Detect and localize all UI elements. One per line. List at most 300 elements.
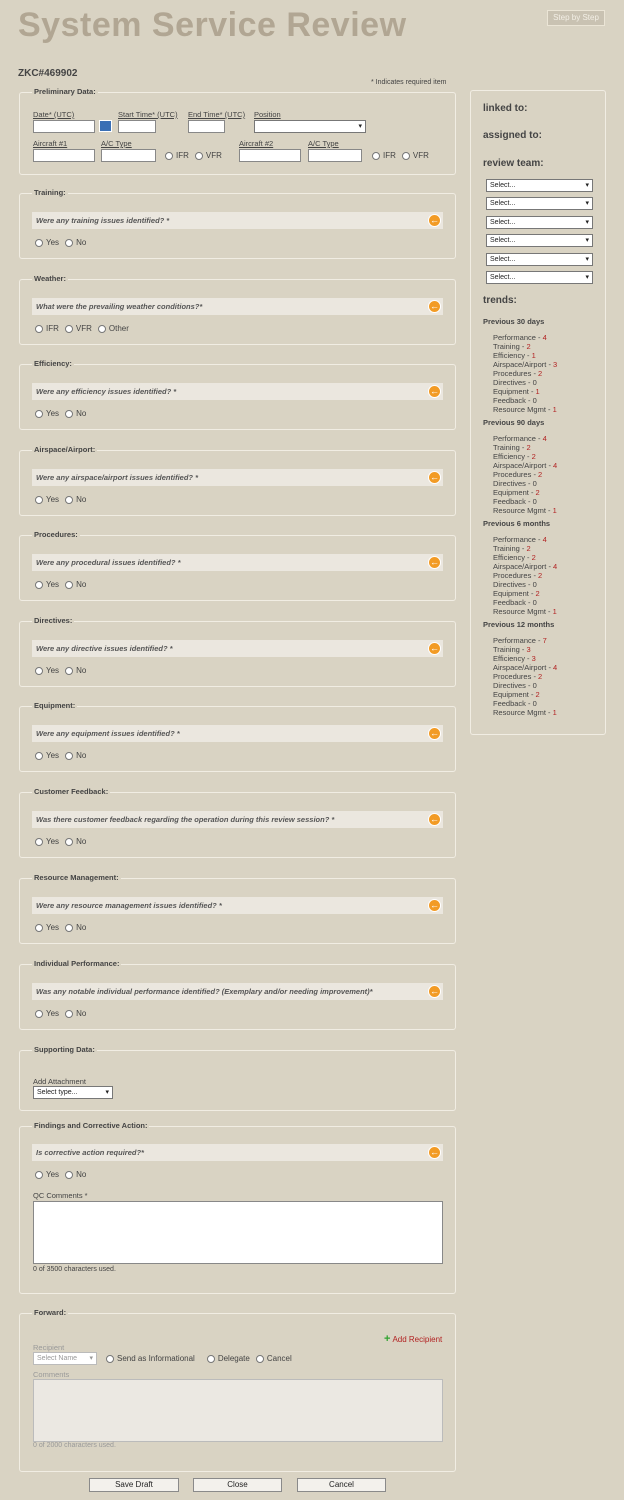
select-value: Select type... <box>37 1089 78 1096</box>
trend-item: Airspace/Airport - 4 <box>493 562 558 571</box>
radio-circle[interactable] <box>35 667 43 675</box>
trend-name: Directives <box>493 378 526 387</box>
trend-item: Efficiency - 3 <box>493 654 536 663</box>
section-legend: Procedures: <box>34 530 78 539</box>
radio-label: No <box>76 495 87 504</box>
radio-ifr-1[interactable] <box>165 151 189 160</box>
radio-informational[interactable] <box>106 1354 195 1363</box>
radio-label: Other <box>108 324 129 333</box>
trend-item: Equipment - 1 <box>493 387 540 396</box>
chevron-down-icon: ▾ <box>89 1355 93 1362</box>
trend-list <box>493 535 557 616</box>
radio-cancel[interactable] <box>256 1354 292 1363</box>
question-bar <box>32 983 443 1000</box>
trend-name: Equipment <box>493 589 529 598</box>
radio-option[interactable] <box>35 751 59 760</box>
select-value: Select... <box>490 274 516 281</box>
radio-circle[interactable] <box>256 1355 264 1363</box>
findings-section <box>19 1121 456 1294</box>
forward-comments-textarea[interactable] <box>33 1379 443 1442</box>
close-button[interactable]: Close <box>193 1478 282 1492</box>
add-recipient-label: Add Recipient <box>392 1334 443 1344</box>
trend-count: 2 <box>535 589 540 598</box>
radio-circle[interactable] <box>35 1171 43 1179</box>
attachment-type-select[interactable] <box>33 1086 113 1099</box>
radio-circle[interactable] <box>65 496 73 504</box>
question-text: Was there customer feedback regarding the operation during this review session? * <box>36 815 335 824</box>
radio-label: No <box>76 751 87 760</box>
trend-item: Airspace/Airport - 4 <box>493 461 558 470</box>
select-value: Select... <box>490 200 516 208</box>
trend-item: Resource Mgmt - 1 <box>493 506 557 515</box>
radio-option[interactable] <box>65 1009 86 1018</box>
question-bar <box>32 212 443 229</box>
question-text: Were any directive issues identified? * <box>36 644 173 653</box>
trend-count: 2 <box>538 672 543 681</box>
supporting-data-section <box>19 1045 456 1111</box>
radio-option[interactable] <box>35 238 59 247</box>
trend-name: Resource Mgmt <box>493 506 546 515</box>
trend-count: 4 <box>553 461 558 470</box>
radio-label: Yes <box>46 409 60 418</box>
arrow-left-icon[interactable]: ← <box>430 814 439 824</box>
section-legend: Findings and Corrective Action: <box>34 1121 148 1130</box>
question-section <box>19 616 456 687</box>
ticket-id: ZKC#469902 <box>18 68 78 79</box>
radio-circle[interactable] <box>35 410 43 418</box>
forward-options <box>106 1354 292 1363</box>
trend-count: 1 <box>552 607 557 616</box>
trend-count: 1 <box>552 708 557 717</box>
radio-option[interactable] <box>35 837 59 846</box>
trend-item: Efficiency - 2 <box>493 553 536 562</box>
trend-list <box>493 636 557 717</box>
question-bar <box>32 469 443 486</box>
review-team-select[interactable] <box>486 197 593 210</box>
trend-item: Resource Mgmt - 1 <box>493 405 557 414</box>
actype1-input[interactable] <box>101 149 156 162</box>
radio-option[interactable] <box>35 409 59 418</box>
review-team-select[interactable] <box>486 179 593 192</box>
radio-circle[interactable] <box>195 152 203 160</box>
radio-option[interactable] <box>65 324 92 333</box>
answer-radios <box>35 580 86 589</box>
page-title: System Service Review <box>18 6 407 44</box>
trend-name: Training <box>493 342 520 351</box>
question-section <box>19 530 456 601</box>
trend-item: Equipment - 2 <box>493 488 540 497</box>
actype2-label: A/C Type <box>308 139 339 148</box>
radio-circle[interactable] <box>372 152 380 160</box>
trend-count: 4 <box>542 535 547 544</box>
radio-option[interactable] <box>98 324 129 333</box>
sidebar <box>470 90 606 735</box>
radio-option[interactable] <box>35 580 59 589</box>
question-text: Were any procedural issues identified? * <box>36 558 181 567</box>
aircraft2-label: Aircraft #2 <box>239 139 274 148</box>
date-input[interactable] <box>33 120 95 133</box>
radio-circle[interactable] <box>65 838 73 846</box>
question-text: Were any airspace/airport issues identified? * <box>36 473 199 482</box>
question-text: Were any training issues identified? * <box>36 216 170 225</box>
trend-name: Equipment <box>493 690 529 699</box>
select-value: Select... <box>490 255 516 263</box>
trend-item: Equipment - 2 <box>493 589 540 598</box>
question-section <box>19 359 456 430</box>
radio-circle[interactable] <box>35 752 43 760</box>
trend-name: Feedback <box>493 598 526 607</box>
date-label: Date* (UTC) <box>33 110 75 119</box>
trend-item: Directives - 0 <box>493 580 537 589</box>
radio-circle[interactable] <box>35 838 43 846</box>
question-text: Was any notable individual performance identified? (Exemplary and/or needing improvement)* <box>36 987 373 996</box>
trend-item: Efficiency - 1 <box>493 351 536 360</box>
trends-heading: trends: <box>483 295 517 306</box>
trend-name: Training <box>493 645 520 654</box>
recipient-select[interactable] <box>33 1352 97 1365</box>
radio-yes[interactable] <box>35 1170 59 1179</box>
trend-name: Airspace/Airport <box>493 360 547 369</box>
answer-radios <box>35 751 86 760</box>
radio-label: Yes <box>46 666 60 675</box>
radio-option[interactable] <box>35 495 59 504</box>
aircraft1-label: Aircraft #1 <box>33 139 68 148</box>
trend-item: Performance - 7 <box>493 636 547 645</box>
trend-name: Procedures <box>493 672 532 681</box>
question-bar <box>32 811 443 828</box>
radio-no[interactable] <box>65 1170 86 1179</box>
section-legend: Individual Performance: <box>34 959 120 968</box>
trend-name: Procedures <box>493 571 532 580</box>
trend-name: Efficiency <box>493 452 525 461</box>
question-section <box>19 701 456 772</box>
position-select[interactable] <box>254 120 366 133</box>
trend-name: Performance <box>493 636 536 645</box>
review-team-select[interactable] <box>486 216 593 229</box>
trend-period-label: Previous 90 days <box>483 418 545 427</box>
arrow-left-icon[interactable]: ← <box>430 386 439 396</box>
add-icon: + <box>384 1333 391 1345</box>
end-time-input[interactable] <box>188 120 225 133</box>
arrow-left-icon[interactable]: ← <box>430 643 439 653</box>
chevron-down-icon: ▾ <box>585 237 589 245</box>
select-value: Select... <box>490 237 516 245</box>
radio-vfr-2[interactable] <box>402 151 429 160</box>
radio-option[interactable] <box>65 837 86 846</box>
review-team-select[interactable] <box>486 234 593 247</box>
question-bar <box>32 1144 443 1161</box>
answer-radios <box>35 666 86 675</box>
radio-option[interactable] <box>65 751 86 760</box>
trend-count: 2 <box>538 571 543 580</box>
radio-label: No <box>76 666 87 675</box>
radio-circle[interactable] <box>35 496 43 504</box>
step-by-step-button[interactable]: Step by Step <box>547 10 605 26</box>
question-section <box>19 959 456 1030</box>
arrow-left-icon[interactable]: ← <box>430 557 439 567</box>
trend-name: Performance <box>493 535 536 544</box>
radio-circle[interactable] <box>65 924 73 932</box>
arrow-left-icon[interactable]: ← <box>430 900 439 910</box>
radio-circle[interactable] <box>35 581 43 589</box>
radio-label: No <box>76 238 87 247</box>
forward-comments-counter: 0 of 2000 characters used. <box>33 1442 116 1449</box>
chevron-down-icon: ▾ <box>585 274 589 281</box>
flight-rules-1 <box>165 151 222 160</box>
trend-count: 2 <box>526 544 531 553</box>
trend-count: 7 <box>542 636 547 645</box>
trend-item: Procedures - 2 <box>493 571 543 580</box>
chevron-down-icon: ▾ <box>585 200 589 208</box>
question-text: Were any efficiency issues identified? * <box>36 387 177 396</box>
recipient-label: Recipient <box>33 1343 65 1352</box>
select-value: Select Name <box>37 1355 78 1362</box>
start-time-input[interactable] <box>118 120 156 133</box>
select-value: Select... <box>490 218 516 226</box>
arrow-left-icon[interactable]: ← <box>430 986 439 996</box>
radio-option[interactable] <box>65 923 86 932</box>
chevron-down-icon: ▾ <box>585 218 589 226</box>
trend-count: 3 <box>553 360 558 369</box>
radio-label: Cancel <box>266 1354 292 1363</box>
radio-label: Yes <box>46 238 60 247</box>
question-section <box>19 787 456 858</box>
trend-item: Performance - 4 <box>493 434 547 443</box>
radio-circle[interactable] <box>35 239 43 247</box>
section-legend: Customer Feedback: <box>34 787 109 796</box>
radio-label: No <box>76 580 87 589</box>
review-team-select[interactable] <box>486 253 593 266</box>
question-text: What were the prevailing weather conditions?* <box>36 302 203 311</box>
radio-label: No <box>76 1170 87 1179</box>
arrow-left-icon[interactable]: ← <box>430 1147 439 1157</box>
trend-count: 3 <box>531 654 536 663</box>
qc-comments-label: QC Comments * <box>33 1191 88 1200</box>
radio-label: VFR <box>75 324 92 333</box>
radio-option[interactable] <box>35 1009 59 1018</box>
section-legend: Equipment: <box>34 701 76 710</box>
trend-name: Feedback <box>493 699 526 708</box>
trend-item: Resource Mgmt - 1 <box>493 708 557 717</box>
trend-item: Training - 2 <box>493 544 531 553</box>
radio-label: IFR <box>46 324 59 333</box>
trend-count: 4 <box>553 663 558 672</box>
save-draft-button[interactable]: Save Draft <box>89 1478 179 1492</box>
radio-option[interactable] <box>65 409 86 418</box>
trend-count: 0 <box>532 479 537 488</box>
radio-option[interactable] <box>65 666 86 675</box>
flight-rules-2 <box>372 151 429 160</box>
trend-count: 0 <box>532 378 537 387</box>
trend-name: Performance <box>493 333 536 342</box>
trend-item: Performance - 4 <box>493 333 547 342</box>
preliminary-data-section <box>19 87 456 175</box>
radio-circle[interactable] <box>165 152 173 160</box>
radio-circle[interactable] <box>65 752 73 760</box>
trend-period-label: Previous 12 months <box>483 620 555 629</box>
arrow-left-icon[interactable]: ← <box>430 472 439 482</box>
radio-circle[interactable] <box>35 924 43 932</box>
trend-item: Training - 2 <box>493 342 531 351</box>
radio-option[interactable] <box>35 923 59 932</box>
trend-name: Directives <box>493 479 526 488</box>
trend-name: Efficiency <box>493 654 525 663</box>
section-legend: Preliminary Data: <box>34 87 96 96</box>
question-section <box>19 188 456 259</box>
trend-count: 0 <box>532 598 537 607</box>
trend-count: 2 <box>535 690 540 699</box>
cancel-button[interactable]: Cancel <box>297 1478 386 1492</box>
assigned-to-heading: assigned to: <box>483 130 542 141</box>
trend-count: 4 <box>542 434 547 443</box>
trend-name: Feedback <box>493 396 526 405</box>
question-section <box>19 873 456 944</box>
trend-item: Directives - 0 <box>493 378 537 387</box>
section-legend: Efficiency: <box>34 359 72 368</box>
position-label: Position <box>254 110 281 119</box>
radio-delegate[interactable] <box>207 1354 250 1363</box>
trend-period-label: Previous 6 months <box>483 519 551 528</box>
radio-label: No <box>76 409 87 418</box>
section-legend: Resource Management: <box>34 873 119 882</box>
trend-count: 1 <box>535 387 540 396</box>
radio-circle[interactable] <box>65 581 73 589</box>
trend-item: Feedback - 0 <box>493 598 537 607</box>
actype2-input[interactable] <box>308 149 362 162</box>
trend-name: Airspace/Airport <box>493 562 547 571</box>
section-legend: Forward: <box>34 1308 67 1317</box>
trend-count: 2 <box>531 553 536 562</box>
trend-item: Efficiency - 2 <box>493 452 536 461</box>
linked-to-heading: linked to: <box>483 103 528 114</box>
add-recipient-link[interactable] <box>384 1333 442 1345</box>
section-legend: Directives: <box>34 616 73 625</box>
radio-circle[interactable] <box>207 1355 215 1363</box>
trend-item: Procedures - 2 <box>493 369 543 378</box>
radio-circle[interactable] <box>35 1010 43 1018</box>
radio-label: Yes <box>46 580 60 589</box>
calendar-icon[interactable] <box>99 120 112 132</box>
answer-radios <box>35 238 86 247</box>
radio-label: No <box>76 837 87 846</box>
actype1-label: A/C Type <box>101 139 132 148</box>
trend-item: Directives - 0 <box>493 681 537 690</box>
radio-circle[interactable] <box>65 239 73 247</box>
radio-circle[interactable] <box>65 410 73 418</box>
radio-circle[interactable] <box>98 325 106 333</box>
chevron-down-icon: ▾ <box>585 255 589 263</box>
section-legend: Airspace/Airport: <box>34 445 96 454</box>
trend-count: 4 <box>553 562 558 571</box>
aircraft2-input[interactable] <box>239 149 301 162</box>
trend-item: Procedures - 2 <box>493 470 543 479</box>
trend-item: Feedback - 0 <box>493 396 537 405</box>
trend-count: 2 <box>526 443 531 452</box>
trend-count: 2 <box>538 369 543 378</box>
trend-count: 1 <box>531 351 536 360</box>
trend-period-label: Previous 30 days <box>483 317 545 326</box>
trend-name: Training <box>493 544 520 553</box>
question-bar <box>32 897 443 914</box>
trend-item: Training - 3 <box>493 645 531 654</box>
review-team-heading: review team: <box>483 158 544 169</box>
trend-list <box>493 333 557 414</box>
question-section <box>19 274 456 345</box>
answer-radios <box>35 495 86 504</box>
trend-count: 2 <box>538 470 543 479</box>
trend-item: Feedback - 0 <box>493 699 537 708</box>
radio-label: IFR <box>383 151 396 160</box>
trend-item: Resource Mgmt - 1 <box>493 607 557 616</box>
arrow-left-icon[interactable]: ← <box>430 215 439 225</box>
radio-option[interactable] <box>65 580 86 589</box>
radio-vfr-1[interactable] <box>195 151 222 160</box>
radio-circle[interactable] <box>402 152 410 160</box>
answer-radios <box>35 409 86 418</box>
arrow-left-icon[interactable]: ← <box>430 301 439 311</box>
radio-label: Send as Informational <box>117 1354 195 1363</box>
trend-item: Airspace/Airport - 4 <box>493 663 558 672</box>
qc-comments-textarea[interactable] <box>33 1201 443 1264</box>
question-bar <box>32 554 443 571</box>
radio-option[interactable] <box>35 666 59 675</box>
trend-name: Directives <box>493 580 526 589</box>
answer-radios <box>35 923 86 932</box>
trend-count: 3 <box>526 645 531 654</box>
trend-name: Performance <box>493 434 536 443</box>
trend-count: 2 <box>531 452 536 461</box>
radio-circle[interactable] <box>65 1171 73 1179</box>
radio-label: No <box>76 923 87 932</box>
radio-circle[interactable] <box>65 325 73 333</box>
trend-count: 0 <box>532 681 537 690</box>
aircraft1-input[interactable] <box>33 149 95 162</box>
radio-ifr-2[interactable] <box>372 151 396 160</box>
radio-option[interactable] <box>35 324 59 333</box>
chevron-down-icon: ▾ <box>585 182 589 189</box>
radio-circle[interactable] <box>35 325 43 333</box>
required-note: * Indicates required item <box>371 79 447 86</box>
arrow-left-icon[interactable]: ← <box>430 728 439 738</box>
radio-circle[interactable] <box>65 667 73 675</box>
question-section <box>19 445 456 516</box>
trend-name: Procedures <box>493 470 532 479</box>
trend-item: Airspace/Airport - 3 <box>493 360 558 369</box>
radio-label: Yes <box>46 495 60 504</box>
forward-section <box>19 1308 456 1472</box>
trend-name: Resource Mgmt <box>493 405 546 414</box>
radio-option[interactable] <box>65 238 86 247</box>
trend-name: Resource Mgmt <box>493 607 546 616</box>
trend-count: 0 <box>532 699 537 708</box>
start-time-label: Start Time* (UTC) <box>118 110 178 119</box>
radio-option[interactable] <box>65 495 86 504</box>
end-time-label: End Time* (UTC) <box>188 110 246 119</box>
review-team-select[interactable] <box>486 271 593 284</box>
answer-radios <box>35 837 86 846</box>
trend-name: Equipment <box>493 488 529 497</box>
comments-label: Comments <box>33 1370 70 1379</box>
trend-count: 1 <box>552 506 557 515</box>
trend-name: Resource Mgmt <box>493 708 546 717</box>
trend-name: Airspace/Airport <box>493 461 547 470</box>
section-legend: Training: <box>34 188 66 197</box>
radio-circle[interactable] <box>106 1355 114 1363</box>
radio-circle[interactable] <box>65 1010 73 1018</box>
trend-name: Equipment <box>493 387 529 396</box>
trend-name: Efficiency <box>493 351 525 360</box>
radio-label: VFR <box>205 151 222 160</box>
